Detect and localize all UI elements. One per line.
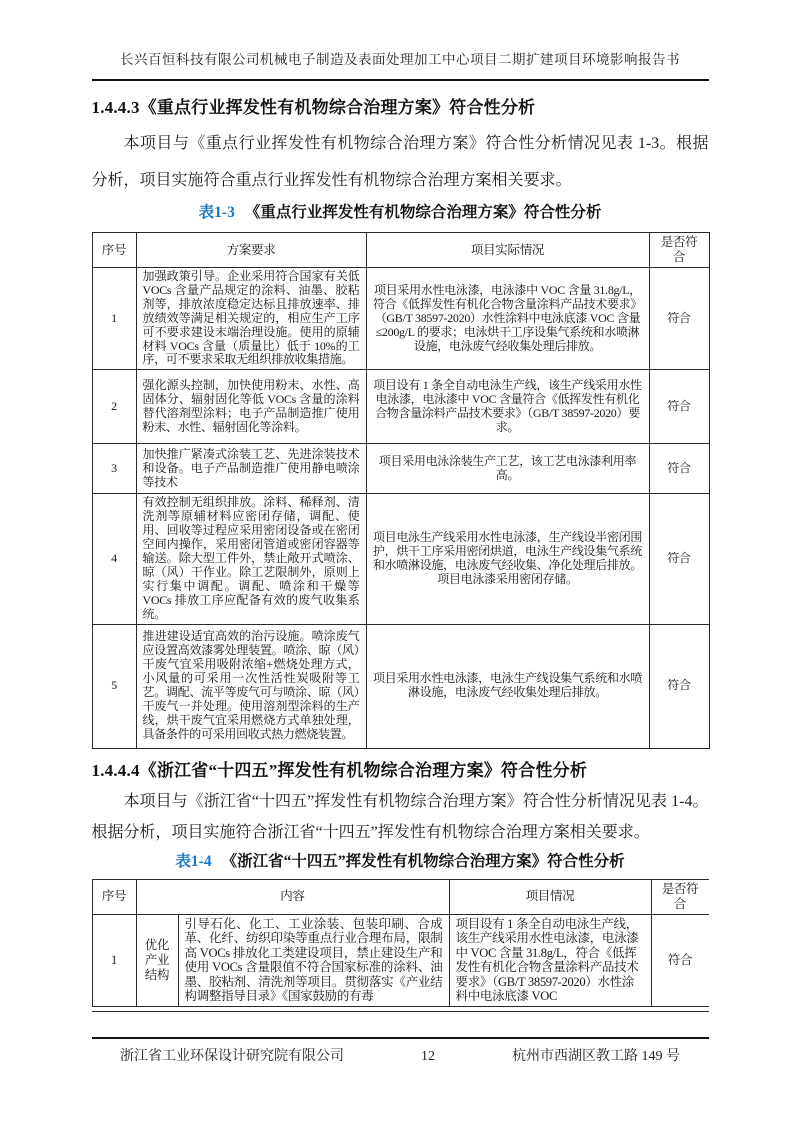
- row-actual: 项目采用电泳涂装生产工艺，该工艺电泳漆利用率高。: [366, 444, 649, 494]
- footer-page-number: 12: [421, 1049, 435, 1064]
- row-requirement: 推进建设适宜高效的治污设施。喷涂废气应设置高效漆雾处理装置。喷涂、晾（风）干废气宜采用吸附浓缩+燃烧处理方式，小风量的可采用一次性活性炭吸附等工艺。调配、流平等废气可与喷涂、晾（风）干废气一并处理。使用溶剂型涂料的生产线，烘干废气宜采用燃烧方式单独处理，具备条件的可采用回收式热力燃烧装置。: [136, 624, 366, 748]
- section-heading-1-4-4-4: 1.4.4.4《浙江省“十四五”挥发性有机物综合治理方案》符合性分析: [91, 760, 588, 780]
- row-actual: 项目设有 1 条全自动电泳生产线，该生产线采用水性电泳漆，电泳漆中 VOC 含量符合《低挥发性有机化合物含量涂料产品技术要求》（GB/T 38597-2020）要求。: [366, 370, 649, 444]
- row-no: 3: [92, 444, 136, 494]
- row-requirement: 加快推广紧凑式涂装工艺、先进涂装技术和设备。电子产品制造推广使用静电喷涂等技术: [136, 444, 366, 494]
- column-header-conform: 是否符合: [651, 879, 709, 914]
- column-header-actual: 项目实际情况: [366, 233, 649, 268]
- row-conform: 符合: [649, 494, 709, 624]
- table-row: [92, 494, 709, 624]
- row-no: 1: [92, 268, 136, 370]
- row-actual: 项目采用水性电泳漆，电泳生产线设集气系统和水喷淋设施，电泳废气经收集处理后排放。: [366, 624, 649, 748]
- section-heading-1-4-4-3: 1.4.4.3《重点行业挥发性有机物综合治理方案》符合性分析: [91, 98, 536, 117]
- row-situation: 项目设有 1 条全自动电泳生产线，该生产线采用水性电泳漆，电泳漆中 VOC 含量 31.8g/L，符合《低挥发性有机化合物含量涂料产品技术要求》（GB/T 38597-2020）水性涂料中电泳底漆 VOC: [449, 914, 651, 1007]
- column-header-content: 内容: [136, 879, 449, 914]
- footer-address: 杭州市西湖区教工路 149 号: [512, 1049, 680, 1064]
- table-header-row: [92, 233, 709, 268]
- table-header-row: [92, 879, 709, 914]
- row-no: 2: [92, 370, 136, 444]
- page-footer: [0, 1037, 800, 1131]
- table-row: [92, 370, 709, 444]
- section-1-4-4-3-paragraph: 本项目与《重点行业挥发性有机物综合治理方案》符合性分析情况见表 1-3。根据分析，项目实施符合重点行业挥发性有机物综合治理方案相关要求。: [91, 135, 709, 189]
- table-row: [92, 914, 709, 1007]
- row-actual: 项目电泳生产线采用水性电泳漆，生产线设半密闭围护，烘干工序采用密闭烘道，电泳生产线设集气系统和水喷淋设施，电泳废气经收集、净化处理后排放。项目电泳漆采用密闭存储。: [366, 494, 649, 624]
- table-row: [92, 444, 709, 494]
- row-conform: 符合: [649, 624, 709, 748]
- table-1-3-caption-label: 表1-3: [198, 204, 235, 221]
- section-1-4-4-4-paragraph: 本项目与《浙江省“十四五”挥发性有机物综合治理方案》符合性分析情况见表 1-4。根据分析，项目实施符合浙江省“十四五”挥发性有机物综合治理方案相关要求。: [91, 792, 709, 841]
- row-content: 引导石化、化工、工业涂装、包装印刷、合成革、化纤、纺织印染等重点行业合理布局，限制高 VOCs 排放化工类建设项目，禁止建设生产和使用 VOCs 含量限值不符合国家标准的涂料、油墨、胶粘剂、清洗剂等项目。贯彻落实《产业结构调整指导目录》《国家鼓励的有毒: [178, 914, 449, 1007]
- footer-divider: [92, 1037, 709, 1039]
- row-no: 1: [92, 914, 136, 1007]
- table-row: [92, 624, 709, 748]
- table-1-3-caption: [92, 200, 709, 226]
- row-conform: 符合: [651, 914, 709, 1007]
- report-header-title: 长兴百恒科技有限公司机械电子制造及表面处理加工中心项目二期扩建项目环境影响报告书: [120, 52, 680, 67]
- column-header-no: 序号: [92, 879, 136, 914]
- page-content: [92, 95, 709, 1012]
- row-category: 优化产业结构: [136, 914, 178, 1007]
- footer-text-row: [120, 1045, 680, 1065]
- table-1-4-caption-label: 表1-4: [175, 852, 212, 870]
- header-divider: [92, 79, 709, 81]
- table-row: [92, 268, 709, 370]
- column-header-requirement: 方案要求: [136, 233, 366, 268]
- table-1-3-caption-text: 《重点行业挥发性有机物综合治理方案》符合性分析: [244, 204, 602, 221]
- column-header-conform: 是否符合: [649, 233, 709, 268]
- row-requirement: 加强政策引导。企业采用符合国家有关低 VOCs 含量产品规定的涂料、油墨、胶粘剂等，排放浓度稳定达标且排放速率、排放绩效等满足相关规定的，相应生产工序可不要求建设末端治理设施。使用的原辅材料 VOCs 含量（质量比）低于 10%的工序，可不要求采取无组织排放收集措施。: [136, 268, 366, 370]
- compliance-table-1-4: [92, 879, 709, 1008]
- row-conform: 符合: [649, 370, 709, 444]
- row-conform: 符合: [649, 444, 709, 494]
- row-requirement: 强化源头控制，加快使用粉末、水性、高固体分、辐射固化等低 VOCs 含量的涂料替代溶剂型涂料；电子产品制造推广使用粉末、水性、辐射固化等涂料。: [136, 370, 366, 444]
- row-no: 4: [92, 494, 136, 624]
- row-actual: 项目采用水性电泳漆，电泳漆中 VOC 含量 31.8g/L，符合《低挥发性有机化合物含量涂料产品技术要求》（GB/T 38597-2020）水性涂料中电泳底漆 VOC 含量≤200g/L 的要求；电泳烘干工序设集气系统和水喷淋设施，电泳废气经收集处理后排放。: [366, 268, 649, 370]
- column-header-situation: 项目情况: [449, 879, 651, 914]
- table-1-4-caption-text: 《浙江省“十四五”挥发性有机物综合治理方案》符合性分析: [221, 852, 625, 870]
- compliance-table-1-3: [92, 232, 710, 749]
- footer-company: 浙江省工业环保设计研究院有限公司: [120, 1049, 344, 1064]
- row-requirement: 有效控制无组织排放。涂料、稀释剂、清洗剂等原辅材料应密闭存储，调配、使用、回收等过程应采用密闭设备或在密闭空间内操作，采用密闭管道或密闭容器等输送。除大型工件外，禁止敞开式喷涂、晾（风）干作业。除工艺限制外，原则上实行集中调配。调配、喷涂和干燥等 VOCs 排放工序应配备有效的废气收集系统。: [136, 494, 366, 624]
- row-conform: 符合: [649, 268, 709, 370]
- table-1-4-page-break-clip: [92, 879, 709, 1012]
- table-1-4-caption: [92, 849, 709, 875]
- row-no: 5: [92, 624, 136, 748]
- column-header-no: 序号: [92, 233, 136, 268]
